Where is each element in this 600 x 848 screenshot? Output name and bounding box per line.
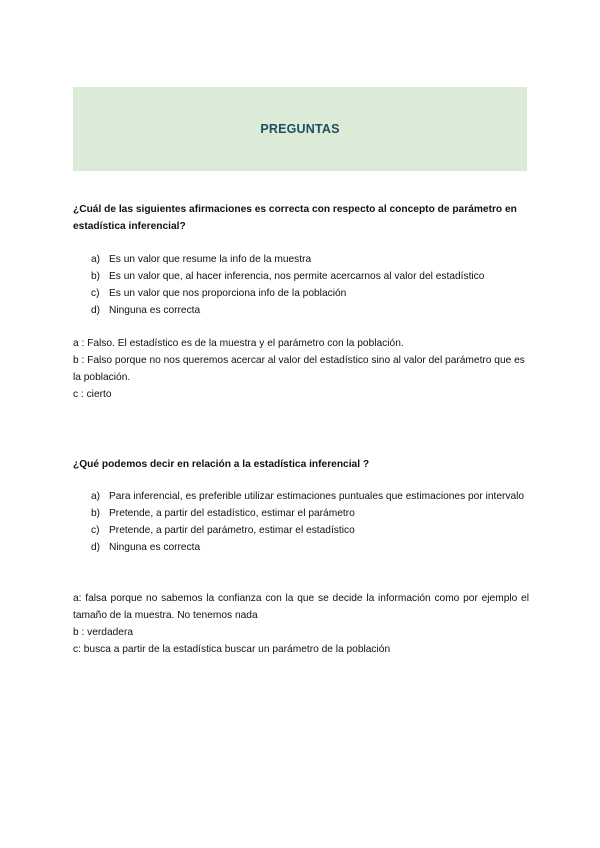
option-text: Pretende, a partir del parámetro, estimar el estadístico bbox=[109, 525, 355, 536]
option-text: Es un valor que nos proporciona info de la población bbox=[109, 288, 347, 299]
option-letter: b) bbox=[91, 271, 101, 282]
header-banner bbox=[73, 87, 527, 171]
option-letter: c) bbox=[91, 288, 100, 299]
option-item bbox=[91, 251, 529, 268]
answer-line: c : cierto bbox=[73, 389, 112, 400]
option-letter: c) bbox=[91, 525, 100, 536]
answer-line: a : Falso. El estadístico es de la muestra y el parámetro con la población. bbox=[73, 338, 404, 349]
question-2-answers bbox=[73, 590, 529, 658]
option-item bbox=[91, 505, 529, 522]
answer-line: b : Falso porque no nos queremos acercar al valor del estadístico sino al valor del parámetro que es la población. bbox=[73, 355, 525, 383]
option-text: Para inferencial, es preferible utilizar estimaciones puntuales que estimaciones por intervalo bbox=[109, 491, 525, 502]
question-1-options bbox=[91, 251, 529, 319]
option-letter: d) bbox=[91, 542, 101, 553]
option-text: Ninguna es correcta bbox=[109, 542, 201, 553]
option-item bbox=[91, 302, 529, 319]
question-1-answers bbox=[73, 335, 529, 403]
option-item bbox=[91, 488, 529, 505]
question-2-text: ¿Qué podemos decir en relación a la estadística inferencial ? bbox=[73, 459, 370, 470]
option-item bbox=[91, 268, 529, 285]
option-item bbox=[91, 285, 529, 302]
answer-line: c: busca a partir de la estadística buscar un parámetro de la población bbox=[73, 644, 391, 655]
option-letter: d) bbox=[91, 305, 101, 316]
option-text: Es un valor que resume la info de la muestra bbox=[109, 254, 312, 265]
option-letter: b) bbox=[91, 508, 101, 519]
option-item bbox=[91, 522, 529, 539]
option-text: Es un valor que, al hacer inferencia, nos permite acercarnos al valor del estadístico bbox=[109, 271, 485, 282]
option-text: Pretende, a partir del estadístico, estimar el parámetro bbox=[109, 508, 355, 519]
answer-line: b : verdadera bbox=[73, 627, 134, 638]
answer-line: a: falsa porque no sabemos la confianza con la que se decide la información como por ejemplo el tamaño de la muestra. No tenemos nada bbox=[73, 593, 529, 621]
question-1-text: ¿Cuál de las siguientes afirmaciones es correcta con respecto al concepto de parámetro en estadística inferencial? bbox=[73, 204, 517, 232]
option-letter: a) bbox=[91, 491, 101, 502]
option-item bbox=[91, 539, 529, 556]
page-title: PREGUNTAS bbox=[260, 122, 340, 136]
option-text: Ninguna es correcta bbox=[109, 305, 201, 316]
question-2-options bbox=[91, 488, 529, 556]
option-letter: a) bbox=[91, 254, 101, 265]
